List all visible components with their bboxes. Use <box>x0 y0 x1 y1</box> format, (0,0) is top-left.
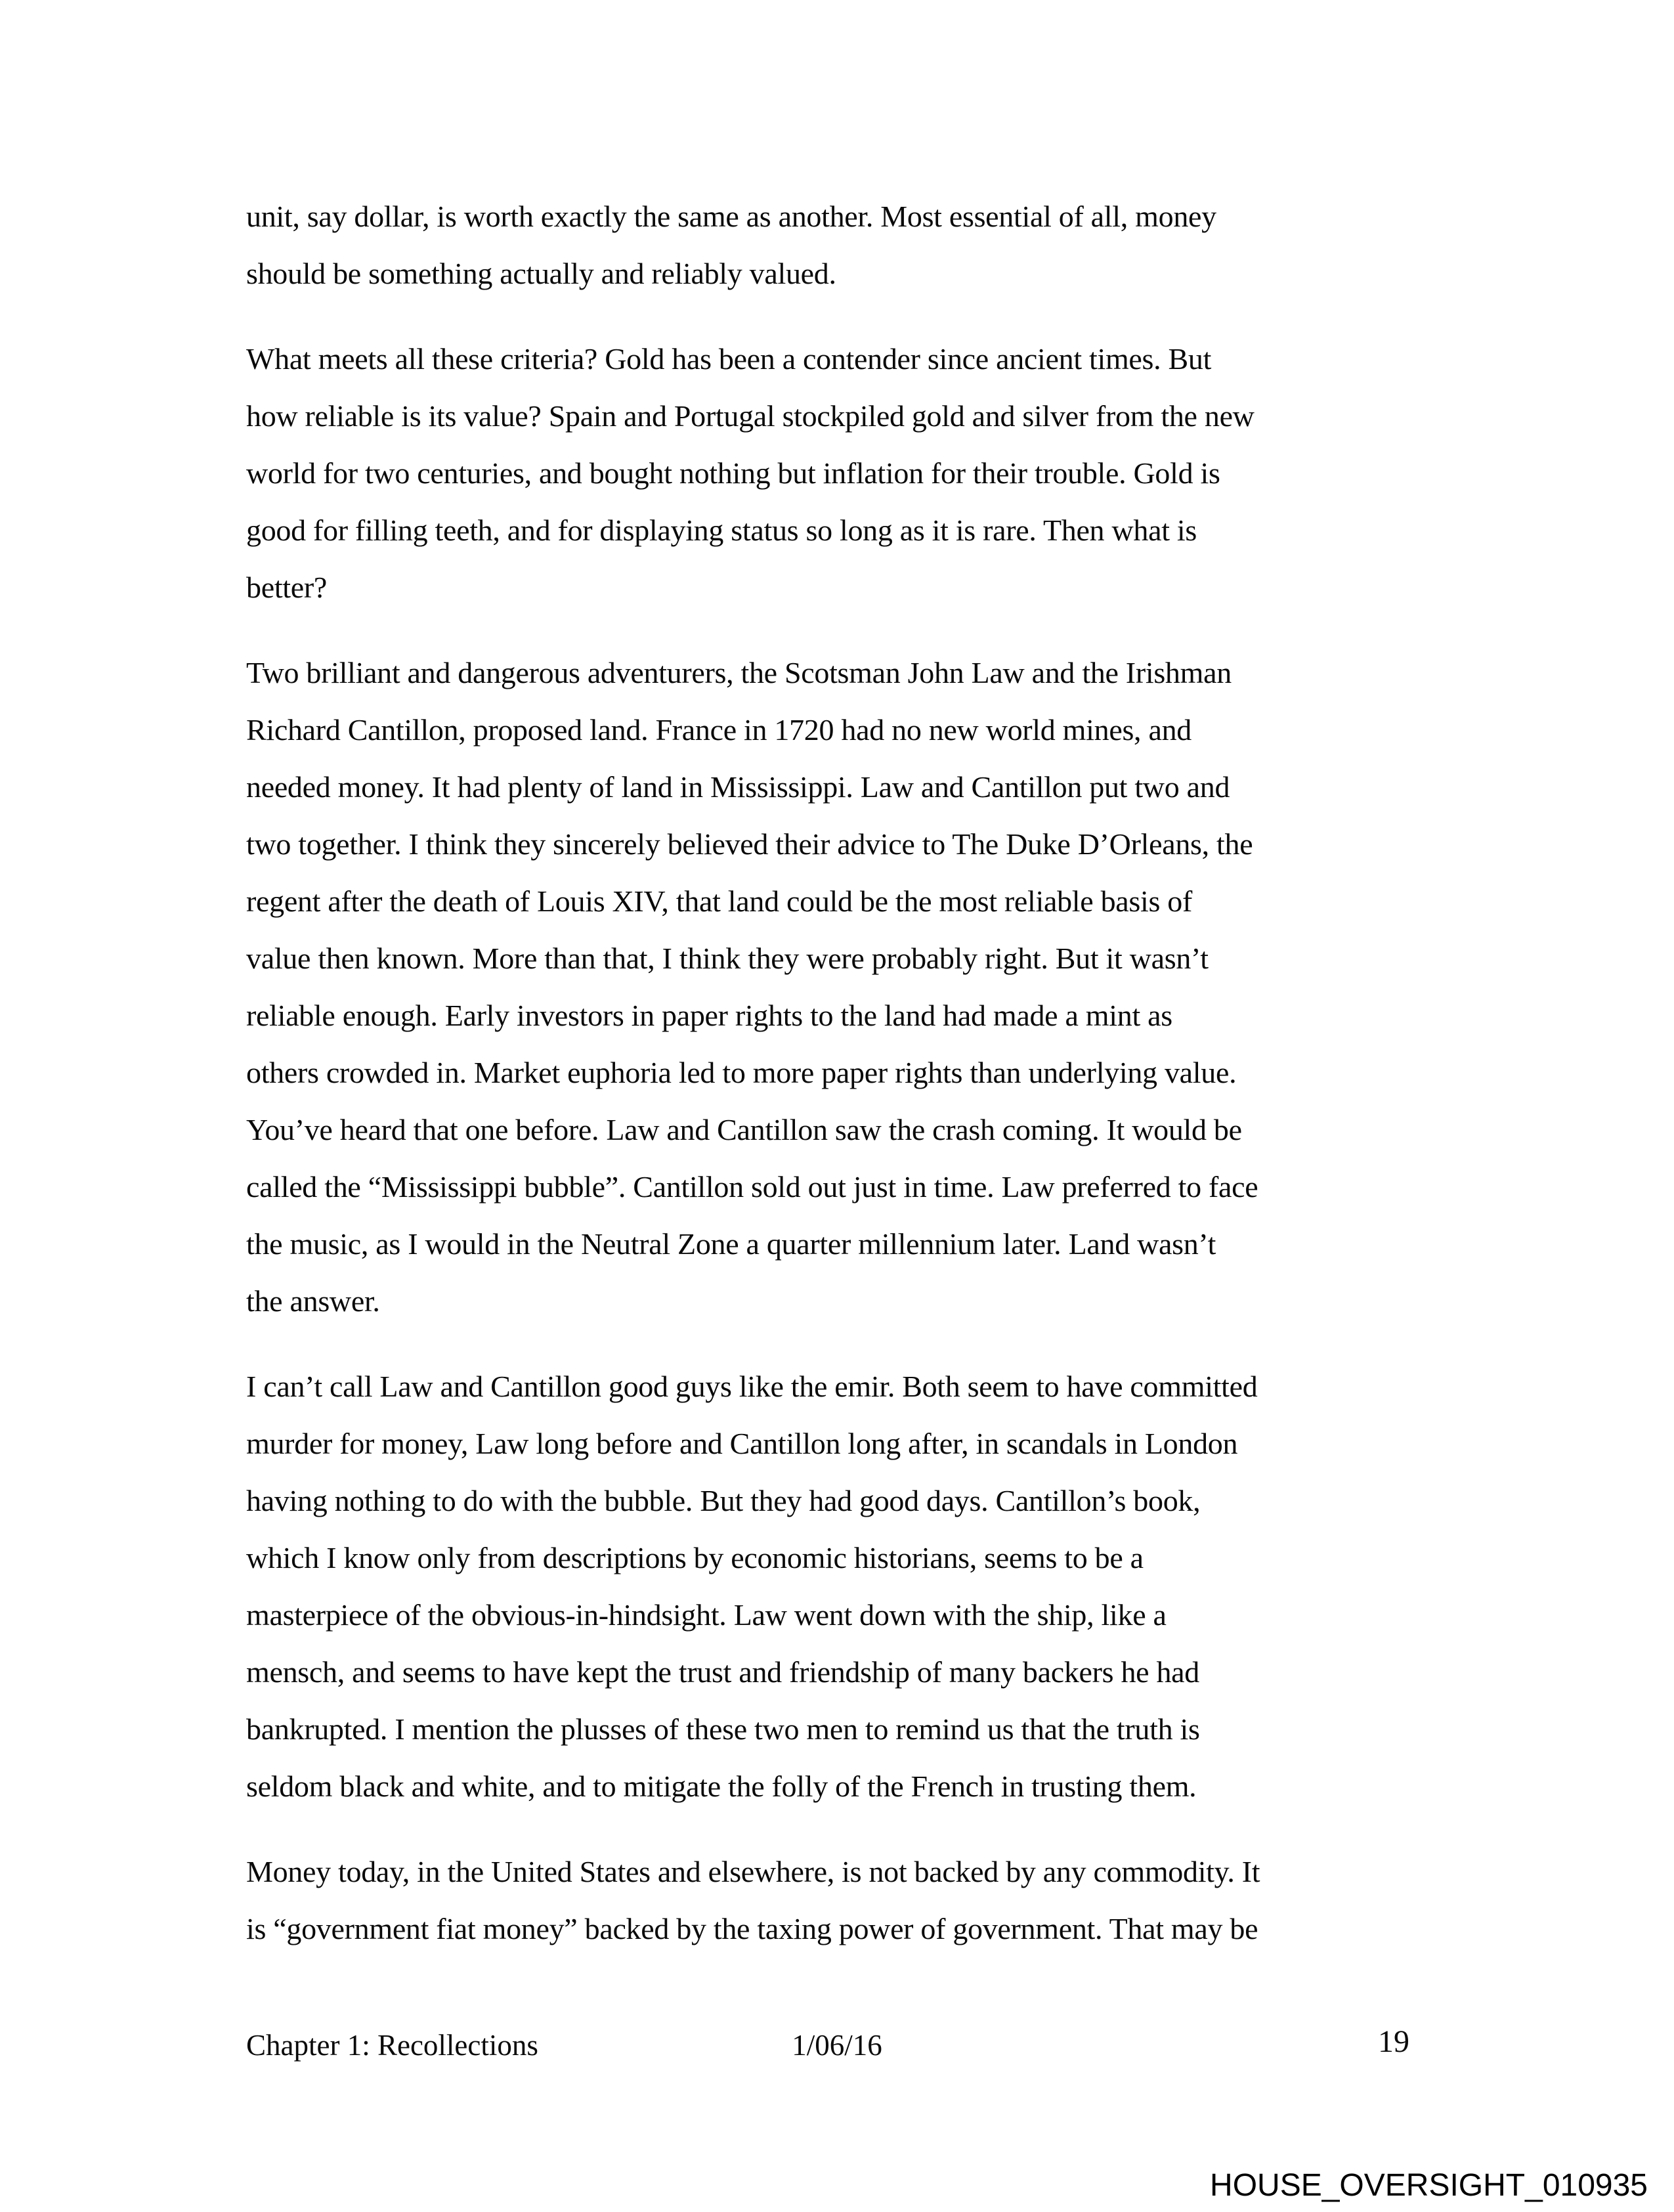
text-line: Two brilliant and dangerous adventurers, the Scotsman John Law and the Irishman <box>246 656 1232 689</box>
paragraph <box>246 644 1428 1330</box>
footer-page-number: 19 <box>1378 2024 1409 2059</box>
text-line: the answer. <box>246 1284 380 1318</box>
text-line: mensch, and seems to have kept the trust and friendship of many backers he had <box>246 1655 1199 1689</box>
text-line: What meets all these criteria? Gold has been a contender since ancient times. But <box>246 342 1212 376</box>
text-line: which I know only from descriptions by economic historians, seems to be a <box>246 1541 1144 1574</box>
text-line: the music, as I would in the Neutral Zone a quarter millennium later. Land wasn’t <box>246 1227 1216 1261</box>
footer-date: 1/06/16 <box>792 2029 882 2062</box>
text-line: better? <box>246 571 328 604</box>
text-line: I can’t call Law and Cantillon good guys like the emir. Both seem to have committed <box>246 1370 1258 1403</box>
paragraph <box>246 188 1428 302</box>
text-line: seldom black and white, and to mitigate the folly of the French in trusting them. <box>246 1769 1197 1803</box>
text-line: murder for money, Law long before and Cantillon long after, in scandals in London <box>246 1427 1238 1460</box>
text-line: Richard Cantillon, proposed land. France in 1720 had no new world mines, and <box>246 713 1191 747</box>
text-line: reliable enough. Early investors in paper rights to the land had made a mint as <box>246 999 1172 1032</box>
text-line: You’ve heard that one before. Law and Cantillon saw the crash coming. It would be <box>246 1113 1242 1146</box>
text-line: two together. I think they sincerely believed their advice to The Duke D’Orleans, the <box>246 827 1253 861</box>
paragraph <box>246 1843 1428 1957</box>
text-line: how reliable is its value? Spain and Portugal stockpiled gold and silver from the new <box>246 399 1255 433</box>
text-line: Money today, in the United States and elsewhere, is not backed by any commodity. It <box>246 1855 1260 1888</box>
text-line: called the “Mississippi bubble”. Cantillon sold out just in time. Law preferred to face <box>246 1170 1258 1204</box>
paragraph <box>246 1358 1428 1815</box>
page-footer <box>246 2017 1428 2074</box>
text-line: others crowded in. Market euphoria led to more paper rights than underlying value. <box>246 1056 1237 1089</box>
text-line: unit, say dollar, is worth exactly the same as another. Most essential of all, money <box>246 200 1216 233</box>
bates-stamp: HOUSE_OVERSIGHT_010935 <box>1210 2168 1648 2203</box>
text-line: having nothing to do with the bubble. But they had good days. Cantillon’s book, <box>246 1484 1201 1517</box>
text-line: world for two centuries, and bought nothing but inflation for their trouble. Gold is <box>246 456 1220 490</box>
text-line: regent after the death of Louis XIV, that land could be the most reliable basis of <box>246 884 1192 918</box>
document-body <box>246 188 1428 1985</box>
text-line: good for filling teeth, and for displaying status so long as it is rare. Then what is <box>246 513 1197 547</box>
footer-chapter-label: Chapter 1: Recollections <box>246 2029 538 2062</box>
text-line: value then known. More than that, I think they were probably right. But it wasn’t <box>246 942 1209 975</box>
text-line: is “government fiat money” backed by the taxing power of government. That may be <box>246 1912 1258 1945</box>
text-line: needed money. It had plenty of land in Mississippi. Law and Cantillon put two and <box>246 770 1230 804</box>
text-line: bankrupted. I mention the plusses of these two men to remind us that the truth is <box>246 1712 1200 1746</box>
text-line: masterpiece of the obvious-in-hindsight. Law went down with the ship, like a <box>246 1598 1167 1632</box>
paragraph <box>246 330 1428 616</box>
text-line: should be something actually and reliably valued. <box>246 257 836 290</box>
